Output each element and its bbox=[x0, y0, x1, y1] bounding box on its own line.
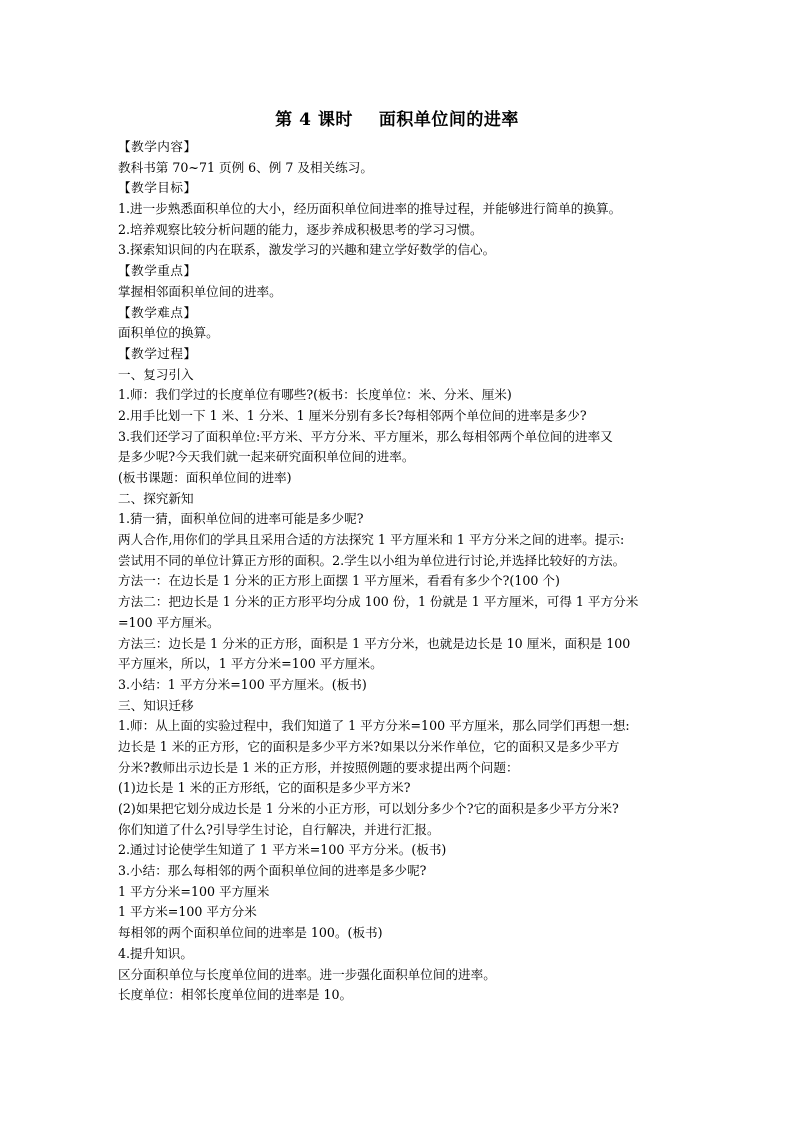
text-line: 尝试用不同的单位计算正方形的面积。2.学生以小组为单位进行讨论,并选择比较好的方法。 bbox=[118, 552, 626, 568]
text-line: 掌握相邻面积单位间的进率。 bbox=[118, 283, 282, 299]
text-line: 区分面积单位与长度单位间的进率。进一步强化面积单位间的进率。 bbox=[118, 966, 496, 982]
text-line: 面积单位的换算。 bbox=[118, 325, 219, 341]
text-line: 1 平方米=100 平方分米 bbox=[118, 904, 257, 920]
text-line: 二、探究新知 bbox=[118, 490, 194, 506]
section-heading: 【教学目标】 bbox=[118, 180, 197, 196]
section-heading: 【教学重点】 bbox=[118, 263, 197, 279]
text-line: (2)如果把它划分成边长是 1 分米的小正方形，可以划分多少个?它的面积是多少平方分米? bbox=[118, 801, 619, 816]
text-line: 长度单位：相邻长度单位间的进率是 10。 bbox=[118, 987, 353, 1003]
text-line: 1.猜一猜，面积单位间的进率可能是多少呢? bbox=[118, 511, 364, 527]
title-lesson-number: 第 4 课时 bbox=[275, 110, 353, 130]
text-line: 3.小结：那么每相邻的两个面积单位间的进率是多少呢? bbox=[118, 863, 427, 879]
text-line: (1)边长是 1 米的正方形纸，它的面积是多少平方米? bbox=[118, 780, 411, 796]
text-line: 分米?教师出示边长是 1 米的正方形，并按照例题的要求提出两个问题： bbox=[118, 759, 519, 775]
text-line: 2.用手比划一下 1 米、1 分米、1 厘米分别有多长?每相邻两个单位间的进率是多少? bbox=[118, 407, 587, 423]
text-line: 你们知道了什么?引导学生讨论，自行解决，并进行汇报。 bbox=[118, 821, 440, 837]
text-line: 3.小结：1 平方分米=100 平方厘米。(板书) bbox=[118, 676, 367, 692]
text-line: 1 平方分米=100 平方厘米 bbox=[118, 883, 270, 899]
text-line: 一、复习引入 bbox=[118, 366, 194, 382]
section-heading: 【教学过程】 bbox=[118, 345, 197, 361]
text-line: 方法三：边长是 1 分米的正方形，面积是 1 平方分米，也就是边长是 10 厘米，面积是 100 bbox=[118, 635, 631, 651]
text-line: =100 平方厘米。 bbox=[118, 614, 220, 630]
text-line: 三、知识迁移 bbox=[118, 697, 194, 713]
text-line: 是多少呢?今天我们就一起来研究面积单位间的进率。 bbox=[118, 449, 415, 465]
section-heading: 【教学内容】 bbox=[118, 139, 197, 154]
text-line: 两人合作,用你们的学具且采用合适的方法探究 1 平方厘米和 1 平方分米之间的进率。提示: bbox=[118, 532, 625, 548]
text-line: (板书课题：面积单位间的进率) bbox=[118, 470, 292, 485]
text-line: 每相邻的两个面积单位间的进率是 100。(板书) bbox=[118, 925, 383, 941]
text-line: 1.师：我们学过的长度单位有哪些?(板书：长度单位：米、分米、厘米) bbox=[118, 387, 512, 403]
text-line: 1.师：从上面的实验过程中，我们知道了 1 平方分米=100 平方厘米，那么同学们再想一想: bbox=[118, 718, 630, 734]
title-topic: 面积单位间的进率 bbox=[378, 110, 519, 130]
document-body bbox=[118, 137, 678, 1006]
text-line: 平方厘米，所以，1 平方分米=100 平方厘米。 bbox=[118, 656, 383, 672]
page-title bbox=[0, 105, 794, 130]
text-line: 2.培养观察比较分析问题的能力，逐步养成积极思考的学习习惯。 bbox=[118, 221, 483, 237]
section-heading: 【教学难点】 bbox=[118, 304, 197, 320]
text-line: 3.探索知识间的内在联系，激发学习的兴趣和建立学好数学的信心。 bbox=[118, 242, 496, 258]
text-line: 3.我们还学习了面积单位:平方米、平方分米、平方厘米，那么每相邻两个单位间的进率又 bbox=[118, 428, 613, 444]
text-line: 边长是 1 米的正方形，它的面积是多少平方米?如果以分米作单位，它的面积又是多少平方 bbox=[118, 738, 620, 754]
text-line: 4.提升知识。 bbox=[118, 945, 193, 961]
text-line: 1.进一步熟悉面积单位的大小，经历面积单位间进率的推导过程，并能够进行简单的换算。 bbox=[118, 201, 622, 217]
text-line: 方法一：在边长是 1 分米的正方形上面摆 1 平方厘米，看看有多少个?(100 个) bbox=[118, 573, 560, 589]
text-line: 教科书第 70~71 页例 6、例 7 及相关练习。 bbox=[118, 159, 373, 175]
text-line: 2.通过讨论使学生知道了 1 平方米=100 平方分米。(板书) bbox=[118, 842, 447, 858]
text-line: 方法二：把边长是 1 分米的正方形平均分成 100 份，1 份就是 1 平方厘米，可得 1 平方分米 bbox=[118, 594, 639, 610]
